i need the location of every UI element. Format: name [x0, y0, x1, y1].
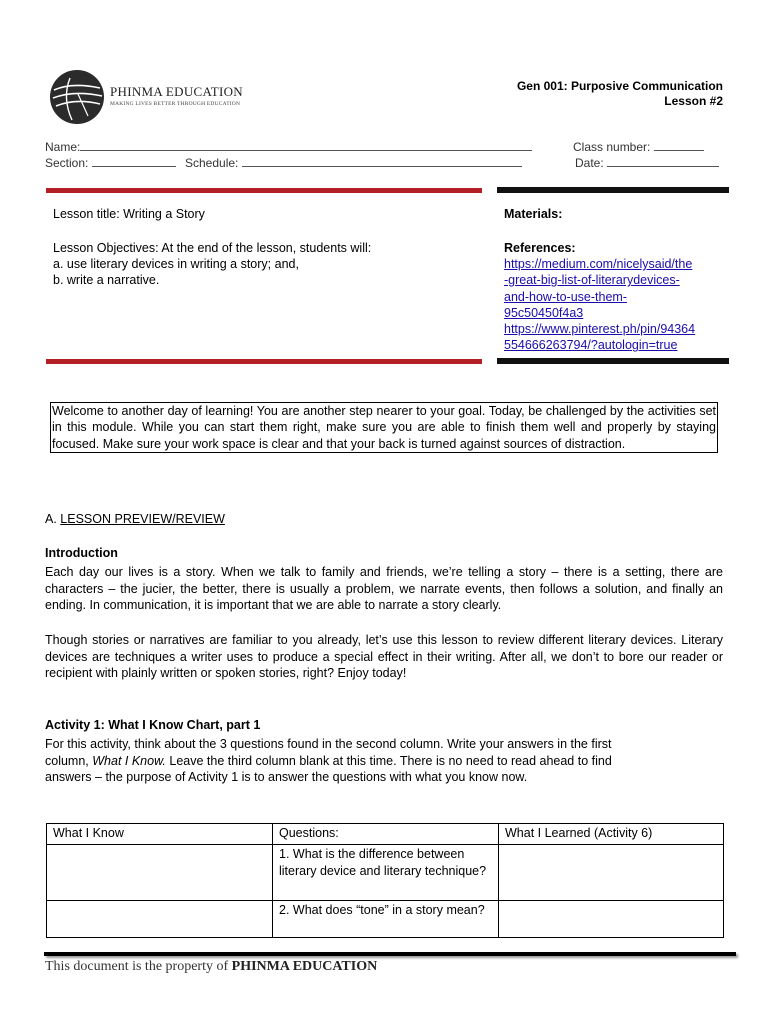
- activity1-line-3: answers – the purpose of Activity 1 is to answer the questions with what you know now.: [45, 770, 528, 784]
- reference-link-2a[interactable]: https://www.pinterest.ph/pin/94364: [504, 322, 696, 337]
- reference-link-1d[interactable]: 95c50450f4a3: [504, 305, 584, 320]
- lesson-title: Lesson title: Writing a Story: [53, 207, 205, 221]
- activity1-heading: Activity 1: What I Know Chart, part 1: [45, 718, 261, 732]
- date-field[interactable]: [575, 155, 719, 170]
- activity1-line-1: For this activity, think about the 3 questions found in the second column. Write your answers in the first: [45, 737, 612, 751]
- objective-a: a. use literary devices in writing a story; and,: [53, 257, 299, 271]
- learned-cell[interactable]: [499, 900, 724, 937]
- phinma-logo: [48, 68, 248, 126]
- lesson-number: Lesson #2: [664, 94, 723, 108]
- footer-prefix: This document is the property of: [45, 959, 232, 974]
- activity1-instructions: [45, 736, 723, 786]
- table-header-row: [47, 824, 724, 845]
- reference-link-2b[interactable]: 554666263794/?autologin=true: [504, 338, 678, 353]
- lesson-info: [53, 206, 473, 288]
- introduction-paragraph-2: Though stories or narratives are familiar to you already, let’s use this lesson to review different literary devices. Literary devices are techniques a writer uses to produce a special effect in their writing. After all, we don’t to bore our reader or recipient with plainly written or spoken stories, right? Enjoy today!: [45, 633, 723, 680]
- learned-cell[interactable]: [499, 844, 724, 900]
- section-a-prefix: A.: [45, 512, 61, 526]
- objectives-intro: Lesson Objectives: At the end of the lesson, students will:: [53, 241, 372, 255]
- bottom-red-bar: [46, 359, 482, 364]
- question-cell: 2. What does “tone” in a story mean?: [273, 900, 499, 937]
- introduction-paragraph-1: Each day our lives is a story. When we talk to family and friends, we’re telling a story – there is a setting, there are characters – the jucier, the better, there is usually a problem, we narrate events, then follows a solution, and finally an ending. In communication, it is important that we are able to narrate a story clearly.: [45, 565, 723, 612]
- welcome-box: Welcome to another day of learning! You are another step nearer to your goal. Today, be challenged by the activities set in this module. While you can start them right, make sure you are able to finish them well and properly by staying focused. Make sure your work space is clear and that your back is turned against sources of distraction.: [50, 402, 718, 453]
- class-number-blank[interactable]: [654, 139, 704, 151]
- question-cell: 1. What is the difference between literary device and literary technique?: [273, 844, 499, 900]
- table-row: [47, 900, 724, 937]
- activity1-line-2-pre: column,: [45, 753, 93, 768]
- footer-property-note: [45, 959, 377, 975]
- table-row: [47, 844, 724, 900]
- what-i-know-chart: [46, 823, 724, 938]
- header-questions: Questions:: [273, 824, 499, 845]
- reference-link-1c[interactable]: and-how-to-use-them-: [504, 289, 627, 304]
- activity1-line-2-post: Leave the third column blank at this time. There is no need to read ahead to find: [165, 753, 612, 768]
- answer-cell[interactable]: [47, 900, 273, 937]
- course-title: Gen 001: Purposive Communication: [516, 79, 723, 93]
- references-label: References:: [504, 241, 576, 255]
- objective-b: b. write a narrative.: [53, 273, 160, 287]
- section-a-heading: [45, 512, 225, 526]
- top-black-bar: [497, 187, 729, 193]
- logo-tagline: MAKING LIVES BETTER THROUGH EDUCATION: [110, 101, 241, 107]
- materials-label: Materials:: [504, 207, 563, 221]
- section-blank[interactable]: [92, 155, 176, 167]
- answer-cell[interactable]: [47, 844, 273, 900]
- schedule-blank[interactable]: [242, 155, 522, 167]
- footer-divider: [44, 952, 736, 956]
- section-label: Section:: [45, 156, 89, 170]
- name-field[interactable]: [45, 139, 532, 154]
- header-what-i-learned: What I Learned (Activity 6): [499, 824, 724, 845]
- introduction-heading: Introduction: [45, 546, 118, 560]
- schedule-field[interactable]: [185, 155, 522, 170]
- section-a-title: LESSON PREVIEW/REVIEW: [60, 512, 225, 526]
- logo-globe-icon: [48, 68, 106, 126]
- header-what-i-know: What I Know: [47, 824, 273, 845]
- date-label: Date:: [575, 156, 604, 170]
- activity1-line-2-emphasis: What I Know.: [92, 753, 166, 768]
- reference-link-1b[interactable]: -great-big-list-of-literarydevices-: [504, 273, 680, 288]
- section-field[interactable]: [45, 155, 176, 170]
- logo-name: PHINMA EDUCATION: [110, 84, 243, 99]
- class-number-label: Class number:: [573, 140, 651, 154]
- class-number-field[interactable]: [573, 139, 704, 154]
- activity1-line-2: [45, 753, 723, 770]
- bottom-black-bar: [497, 358, 729, 364]
- top-red-bar: [46, 188, 482, 193]
- name-blank[interactable]: [80, 139, 532, 151]
- materials-references: [504, 206, 724, 354]
- footer-owner: PHINMA EDUCATION: [231, 959, 378, 974]
- course-header: [517, 79, 723, 109]
- date-blank[interactable]: [607, 155, 719, 167]
- schedule-label: Schedule:: [185, 156, 239, 170]
- reference-link-1a[interactable]: https://medium.com/nicelysaid/the: [504, 257, 693, 271]
- name-label: Name:: [45, 140, 81, 154]
